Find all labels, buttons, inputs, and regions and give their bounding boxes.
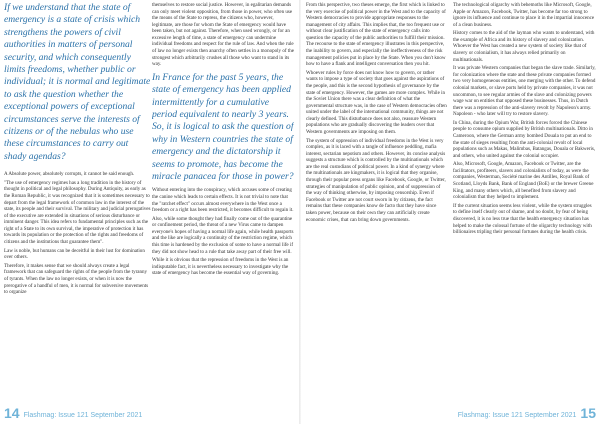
pull-quote: In France for the past 5 years, the state of emergency has been applied intermittently for a cumulative period equivalent to nearly 3 years. So, it is logical to ask the question of why in Western countries the state of emergency and the dictatorship it seems to promote, has become the miracle panacea for those in power? <box>152 71 294 183</box>
paragraph: The system of oppression of individual freedoms in the West is very complex, as it is laced with a tangle of influence peddling, mafia interest, sectarian nepotism and others. However, its concise analysis suggests a structure which is controlled by the multinationals which are the real custodians of political power. In a kind of synergy where the multinationals are kingmakers, it is logical that they organise, through their popular press organs like Facebook, Google, or Twitter, strategies of manipulation of public opinion, and of suppression of the way of thinking otherwise, by imposing censorship. Even if Facebook or Twitter are not court sworn in by citizens, the fact remains that these companies know de facto that they have since taken power, because on their own they can artificially create economic crises, that can bring down governments. <box>306 137 446 223</box>
paragraph: A Absolute power, absolutely corrupts, it cannot be said enough. <box>4 171 135 178</box>
pull-quote: If we understand that the state of emergency is a state of crisis which strengthens the powers of civil authorities in matters of personal security, and which consequently limits freedoms, whether public or individual; it is normal and legitimate to ask the question whether the exceptional powers of exceptional circumstances serve the interests of citizens or of the nebulas who use these circumstances to carry out shady agendas? <box>4 2 151 162</box>
page-footer <box>454 406 596 420</box>
paragraph: While it is obvious that the repression of freedoms in the West is an indisputable fact, it is nevertheless necessary to investigate why the state of emergency has become the essential way of governing. <box>152 257 289 277</box>
paragraph: History comes to the aid of the layman who wants to understand, with the example of Africa and its history of slavery and colonization. Whoever the West has created a new system of society like that of slavery or colonialism, it has always relied primarily on multinationals. <box>453 30 595 63</box>
right-page <box>300 0 600 424</box>
paragraph: Without entering into the conspiracy, which accuses some of creating the canine which leads to certain effects. It is not trivial to note that the "ratchet effect" occurs almost everywhere in the West once a freedom or a right has been restricted, it becomes difficult to regain it. <box>152 187 294 214</box>
paragraph: The technological oligarchy with behemoths like Microsoft, Google, Apple or Amazon, Facebook, Twitter, has become far too strong to ignore its influence and continue to place it in the impartial innocence of a clean business. <box>453 2 595 28</box>
paragraph: Also, Microsoft, Google, Amazon, Facebook or Twitter, are the facilitators, profiteers, slavers and colonialists of today, as were the companies, Westerman, Société marine des Antilles, Royal Bank of Scotland, Lloyds Bank, Bank of England (BoE) or the brewer Greene King, and many others which, all benefited from slavery and colonialism that they helped to implement. <box>453 161 594 201</box>
column-1 <box>4 2 152 298</box>
paragraph: Also, while some thought they had finally come out of the quarantine or confinement period, the threat of a new Virus came to dampen everyone's hopes of having a normal life again, while health passports and the like are logically a continuity of the restriction regime, which this time is hardened by the exclusion of some to have a normal life if they did not show head to a rule that take away part of their free will. <box>152 215 294 255</box>
paragraph: themselves to restore social justice. However, in egalitarian demands can only meet violent opposition, from those in power, who often use the means of the State to repress, the citizens who, however, legitimate, are those for whom the State of emergency would have been taken, but not against. Therefore, when used wrongly, or for an excessive length of time, a state of emergency can undermine individual freedoms and respect for the rule of law. And when the rule of law no longer exists then anarchy often settles in a monopoly of the strongest which arbitrarily crushes all those who want to stand in its way. <box>152 2 294 68</box>
paragraph: Whoever rules by force does not know how to govern, or rather wants to impose a type of society that goes against the aspirations of the people, and this is the second hypothesis of governance by the state of emergency. However, the games are more complex. While in the Soviet Union there was a clear definition of what the governmental structure was, in the case of Western democracies often united under the label of the international community, things are not clearly defined. This disturbance does not also, reassure Western populations who are gradually discovering the leaders over that Western governments are imposing on them. <box>306 69 447 135</box>
page-footer <box>4 406 146 420</box>
page-number: 15 <box>580 405 596 421</box>
column-4 <box>453 2 596 238</box>
paragraph: It was private Western companies that began the slave trade. Similarly, for colonization where the state and these private companies formed two very homogeneous entities, one merging with the other. To defend colonial markets, or slave ports held by private companies, it was not uncommon, to see regular armies of the slave and colonizing powers wage war on entities that opposed these businesses. Thus, in Dutch there was a repression of the anti-slavery revolt by Napoleon's army. Napoleon - who later will try to restore slavery. <box>453 65 596 118</box>
footer-text: Flashmag: Issue 121 September 2021 <box>457 412 577 419</box>
paragraph: Therefore, it makes sense that we should always create a legal framework that can safeguard the rights of the people from the tyranny of tyrants. When the law no longer exists, or when it is now the prerogative of a handful of men, it is normal for subversive movements to organize <box>4 262 149 296</box>
paragraph: In China, during the Opium War, British forces forced the Chinese people to consume opium supplied by British multinationals. Ditto in Cameroon, where the German army bombed Douala to put an end to the state of sieges resulting from the anti-colonial revolt of local populations such as Makas, Malimbas, Batangas, Douala or Bakweris, and others, who united against the colonial occupier. <box>453 119 596 159</box>
paragraph: Law is noble, but humans can be deceitful in their lust for domination over others. <box>4 247 145 261</box>
column-2 <box>152 2 294 279</box>
paragraph: If the current situation seems less violent, while the system struggles to define itself clearly out of shame, and no doubt, by fear of being discovered, it is no less true that the health emergency situation has helped to make the colossal fortune of the oligarchy technology with billionaires tripling their personal fortunes during the health crisis. <box>453 202 592 236</box>
footer-text: Flashmag: Issue 121 September 2021 <box>23 412 143 419</box>
column-3 <box>306 2 447 225</box>
page-number: 14 <box>4 405 20 421</box>
paragraph: From this perspective, two theses emerge, the first which is linked to the very exercise of political power in the West and to the capacity of Western democracies to provide appropriate responses to the management of city affairs. This implies that, the too frequent use or without clear justification of the state of emergency calls into question the capacity of the public authorities to fulfill their mission. The recourse to the state of emergency illustrates in this perspective, the inability to govern, and especially the ineffectiveness of the risk management policies put in place by the State. When you don't know how to have a flank and intelligent conversation then you hit. <box>306 2 446 68</box>
paragraph: "The use of emergency regimes has a long tradition in the history of thought in political and legal philosophy. During Antiquity, as early as the Roman Republic, it was recognized that it is sometimes necessary to depart from the legal framework of common law in the interest of the state, its people and their survival. The military and judicial prerogatives of the executive are extended in situations of serious disturbance or imminent danger. This idea refers to fundamental principles such as the right of a State to its own survival, the imperative of protection it has towards its population or the protection of the rights and freedoms of citizens and the institutions that guarantee them". <box>4 179 151 246</box>
